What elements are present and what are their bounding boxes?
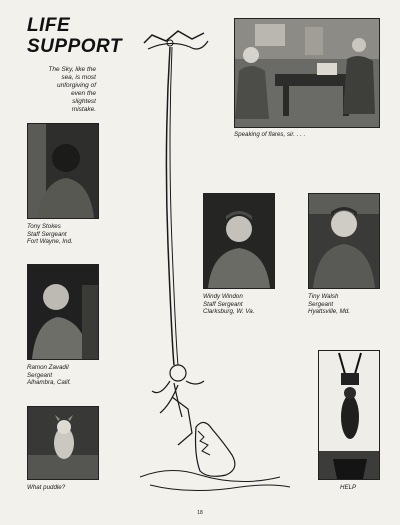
page-number: 18 xyxy=(197,510,203,516)
photo-tony-stokes xyxy=(27,123,99,219)
photo-tiny-walsh xyxy=(308,193,380,289)
intro-line: mistake. xyxy=(71,106,96,113)
photo-ramon-zavadil xyxy=(27,264,99,360)
person-hometown: Fort Wayne, Ind. xyxy=(27,238,73,245)
person-rank: Sergeant xyxy=(308,300,334,308)
caption-tiny-walsh xyxy=(308,293,350,316)
cartoon-drawing xyxy=(130,25,300,495)
intro-line: unforgiving of xyxy=(56,82,96,89)
caption-dog-puddle: What puddle? xyxy=(27,484,66,491)
caption-tony-stokes xyxy=(27,223,73,246)
caption-help: HELP xyxy=(340,484,357,491)
person-hometown: Alhambra, Calif. xyxy=(27,379,72,386)
person-name: Windy Windon xyxy=(203,293,243,300)
person-name: Ramon Zavadil xyxy=(27,364,69,371)
title-line-2: SUPPORT xyxy=(27,36,123,57)
page-title xyxy=(27,15,122,57)
intro-line: sea, is most xyxy=(61,74,96,81)
photo-help-parachute xyxy=(318,350,380,480)
person-name: Tony Stokes xyxy=(27,223,61,230)
photo-dog-puddle xyxy=(27,406,99,480)
person-hometown: Clarksburg, W. Va. xyxy=(203,308,255,315)
person-hometown: Hyattsville, Md. xyxy=(308,308,350,315)
intro-line: slightest xyxy=(72,98,96,105)
person-rank: Staff Sergeant xyxy=(203,300,243,308)
title-line-1: LIFE xyxy=(27,15,71,36)
intro-line: even the xyxy=(71,90,96,97)
person-rank: Sergeant xyxy=(27,371,53,379)
cartoon-rope-shark xyxy=(130,25,300,495)
caption-ramon-zavadil xyxy=(27,364,71,387)
caption-flares: Speaking of flares, sir. . . . xyxy=(234,131,306,138)
intro-line: The Sky, like the xyxy=(48,66,96,73)
person-name: Tiny Walsh xyxy=(308,293,339,300)
intro-text xyxy=(34,66,96,114)
person-rank: Staff Sergeant xyxy=(27,230,67,238)
